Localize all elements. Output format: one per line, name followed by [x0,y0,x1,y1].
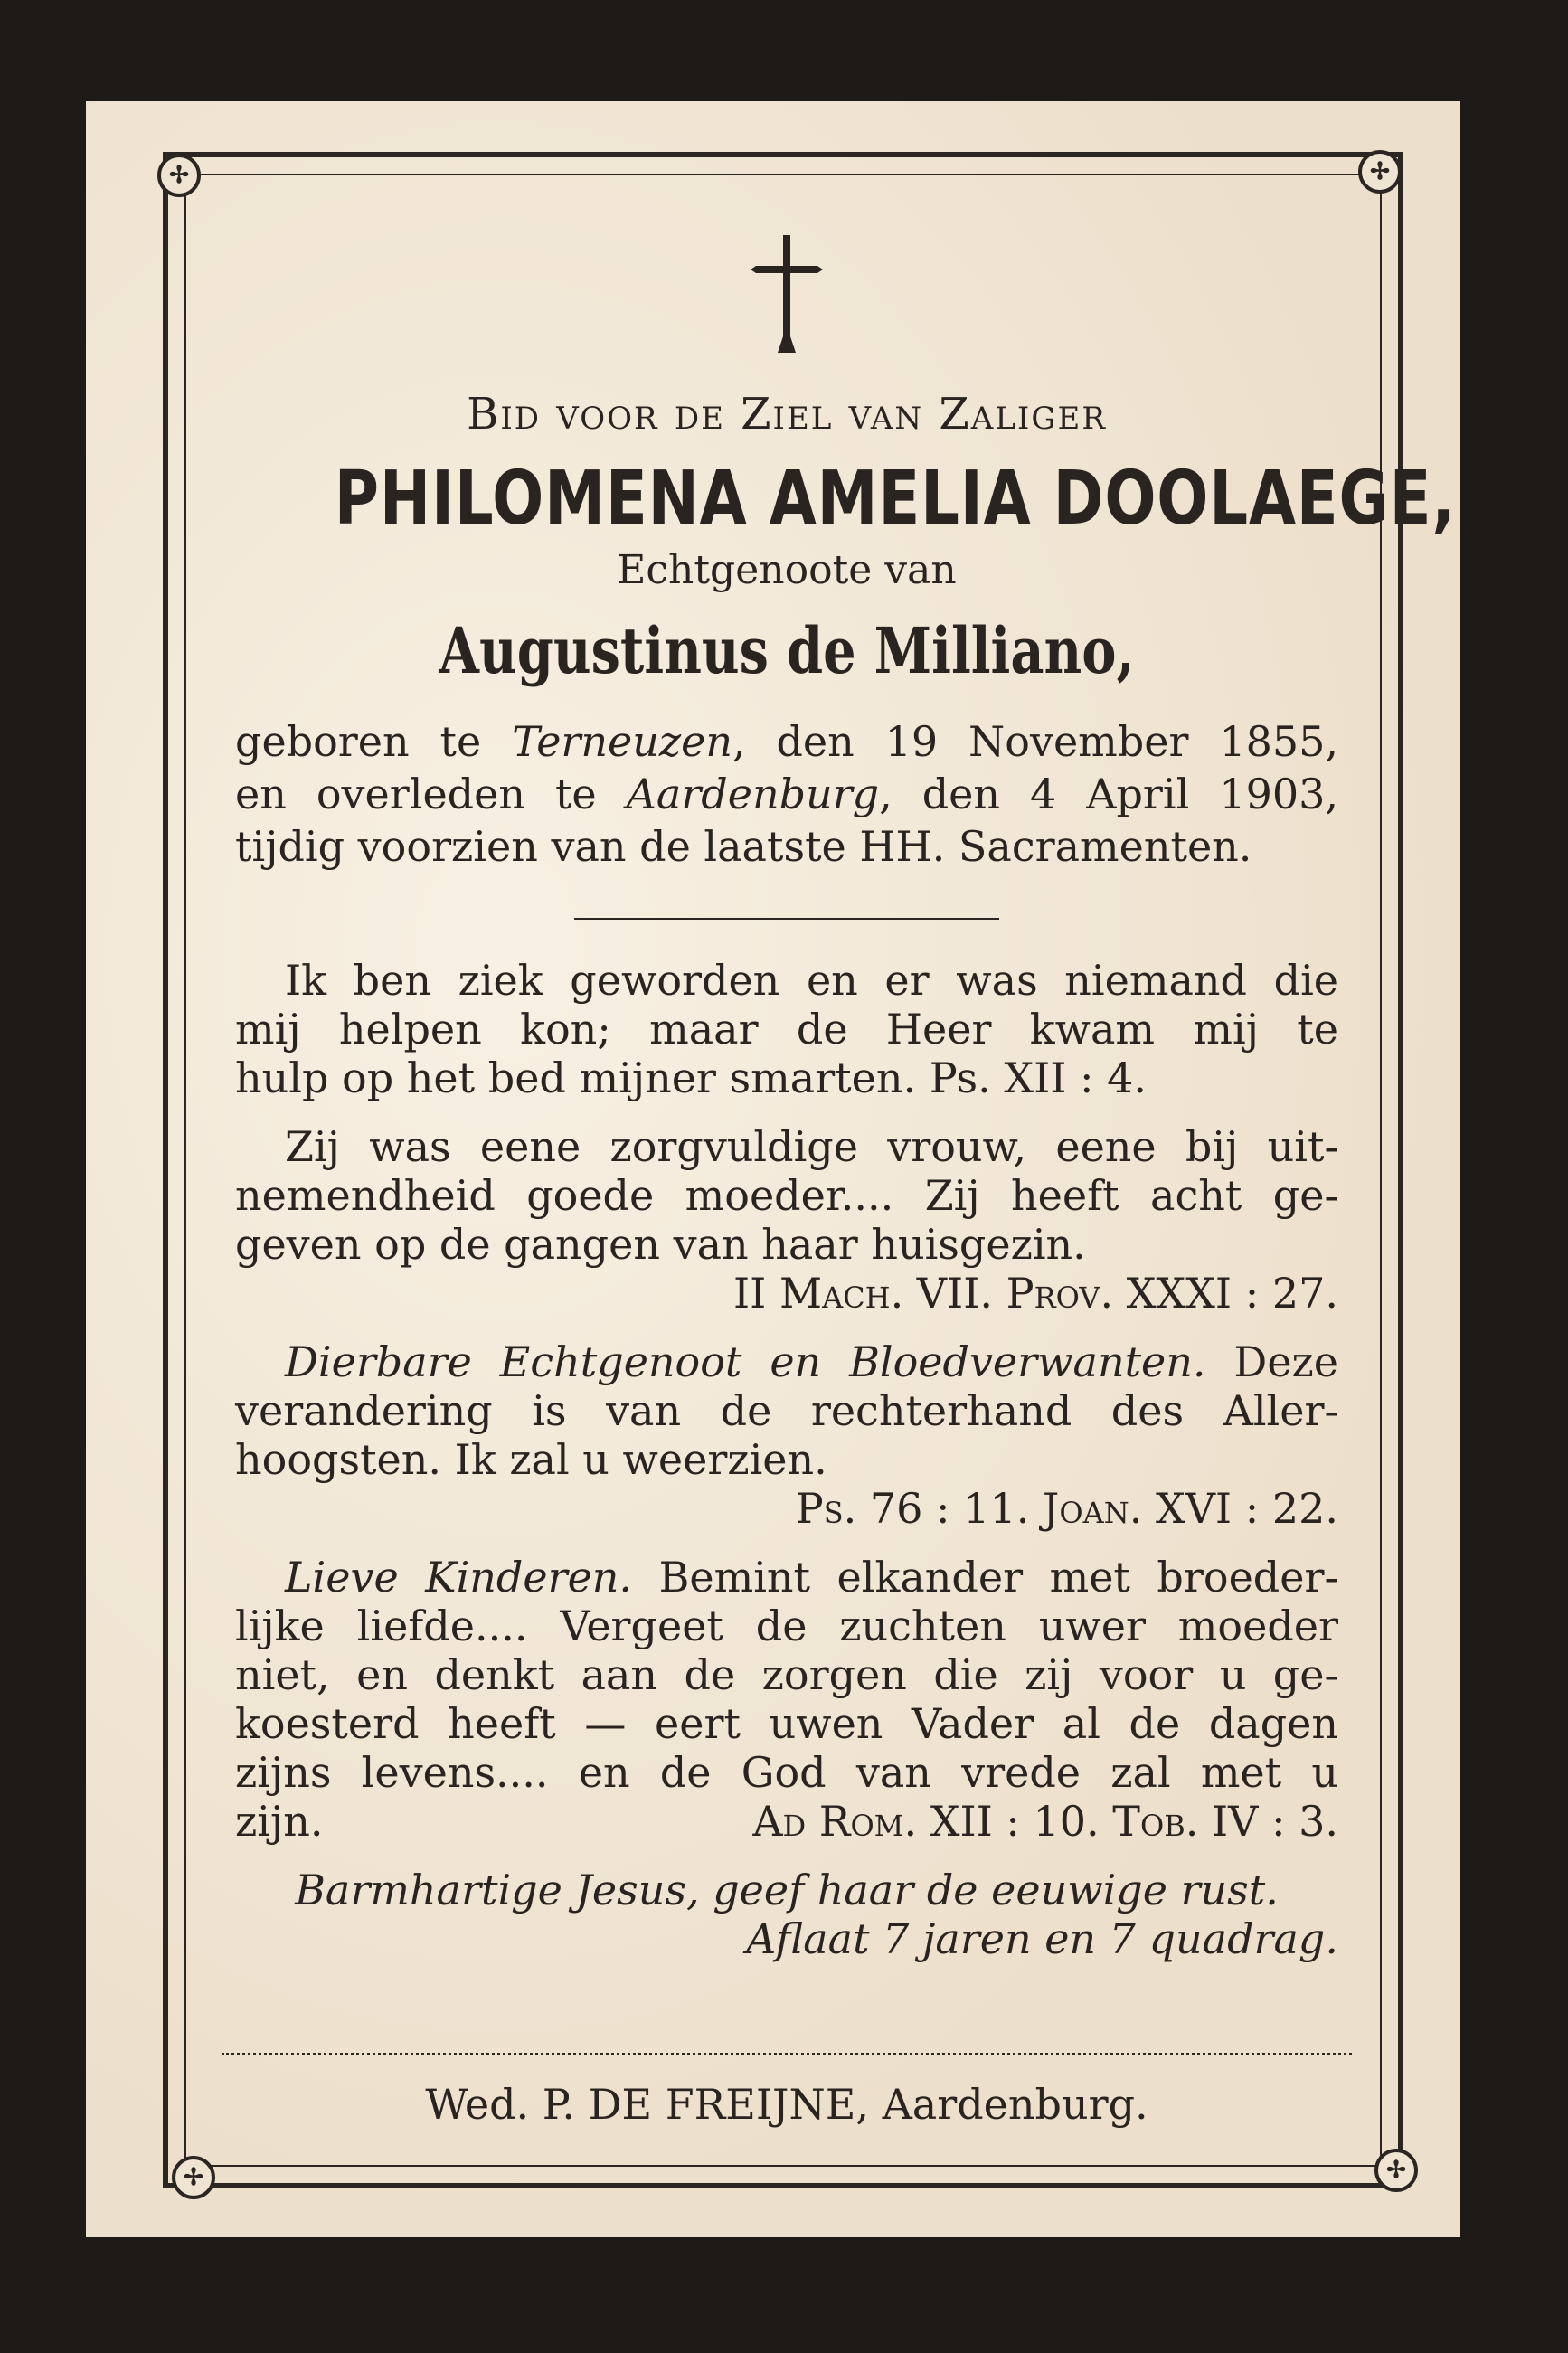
closing-prayer-text: Barmhartige Jesus, geef haar de eeuwige rust. [295,1866,1279,1914]
indulgence-text: Aflaat 7 jaren en 7 quadrag. [746,1914,1338,1963]
verse-italic: Dierbare Echtgenoot en Bloedverwanten. [285,1337,1206,1386]
verse-line: zijns levens.... en de God van vrede zal met u [235,1748,1338,1797]
spouse-name: Augustinus de Milliano, [439,613,1135,688]
sacraments-line: tijdig voorzien van de laatste HH. Sacramenten. [235,822,1252,871]
verse-line: Zij was eene zorgvuldige vrouw, eene bij uit- [285,1122,1338,1171]
relation-text: Echtgenoote van [617,547,957,593]
verse-2 [235,1122,1338,1318]
indulgence-line [235,1914,1338,1963]
closing-prayer [235,1866,1338,1963]
birth-line [235,715,1338,768]
verse-1 [235,956,1338,1102]
verse-line [235,1553,1338,1602]
verse-line: hoogsten. Ik zal u weerzien. [235,1435,827,1484]
verse-reference: Ps. 76 : 11. Joan. XVI : 22. [795,1484,1338,1533]
verse-italic: Lieve Kinderen. [285,1553,633,1602]
verse-text: Deze [1205,1337,1338,1386]
verse-line: nemendheid goede moeder.... Zij heeft acht ge- [235,1171,1338,1220]
verse-text: Bemint elkander met broeder- [632,1553,1338,1602]
cross-icon [235,235,1338,371]
verse-3 [235,1337,1338,1533]
divider [574,918,999,920]
birth-date: , den 19 November 1855, [732,717,1339,766]
deceased-name: PHILOMENA AMELIA DOOLAEGE, [334,456,1456,542]
dotted-divider [222,2053,1352,2055]
birth-place: Terneuzen [512,717,732,766]
verse-line: koesterd heeft — eert uwen Vader al de dagen [235,1699,1338,1748]
corner-ornament-icon: ✢ [172,2156,215,2199]
verse-line [235,1797,1338,1846]
closing-line [235,1866,1338,1914]
verse-line: hulp op het bed mijner smarten. Ps. XII : 4. [235,1054,1148,1102]
corner-ornament-icon: ✢ [1358,150,1402,194]
death-prefix: en overleden te [235,770,597,818]
verse-reference: II Mach. VII. Prov. XXXI : 27. [733,1269,1338,1318]
verse-4 [235,1553,1338,1846]
verse-line: mij helpen kon; maar de Heer kwam mij te [235,1005,1338,1054]
verse-line: verandering is van de rechterhand des Aller- [235,1386,1338,1435]
prayer-line: Bid voor de Ziel van Zaliger [467,389,1107,439]
verse-line: niet, en denkt aan de zorgen die zij voor u ge- [235,1650,1338,1699]
verse-line: geven op de gangen van haar huisgezin. [235,1220,1086,1269]
verse-line [235,1337,1338,1386]
verse-text: zijn. [235,1797,324,1846]
card-content [235,217,1456,1963]
death-line [235,768,1338,820]
birth-prefix: geboren te [235,717,482,766]
verse-line: lijke liefde.... Vergeet de zuchten uwer moeder [235,1602,1338,1650]
birth-death-block [235,715,1338,873]
corner-ornament-icon: ✢ [157,154,201,197]
printer-credit: Wed. P. DE FREIJNE, Aardenburg. [425,2080,1148,2129]
death-date: , den 4 April 1903, [879,770,1338,818]
death-place: Aardenburg [626,770,880,818]
verse-line: Ik ben ziek geworden en er was niemand die [285,956,1338,1005]
verse-reference: Ad Rom. XII : 10. Tob. IV : 3. [752,1797,1338,1846]
corner-ornament-icon: ✢ [1374,2149,1418,2192]
